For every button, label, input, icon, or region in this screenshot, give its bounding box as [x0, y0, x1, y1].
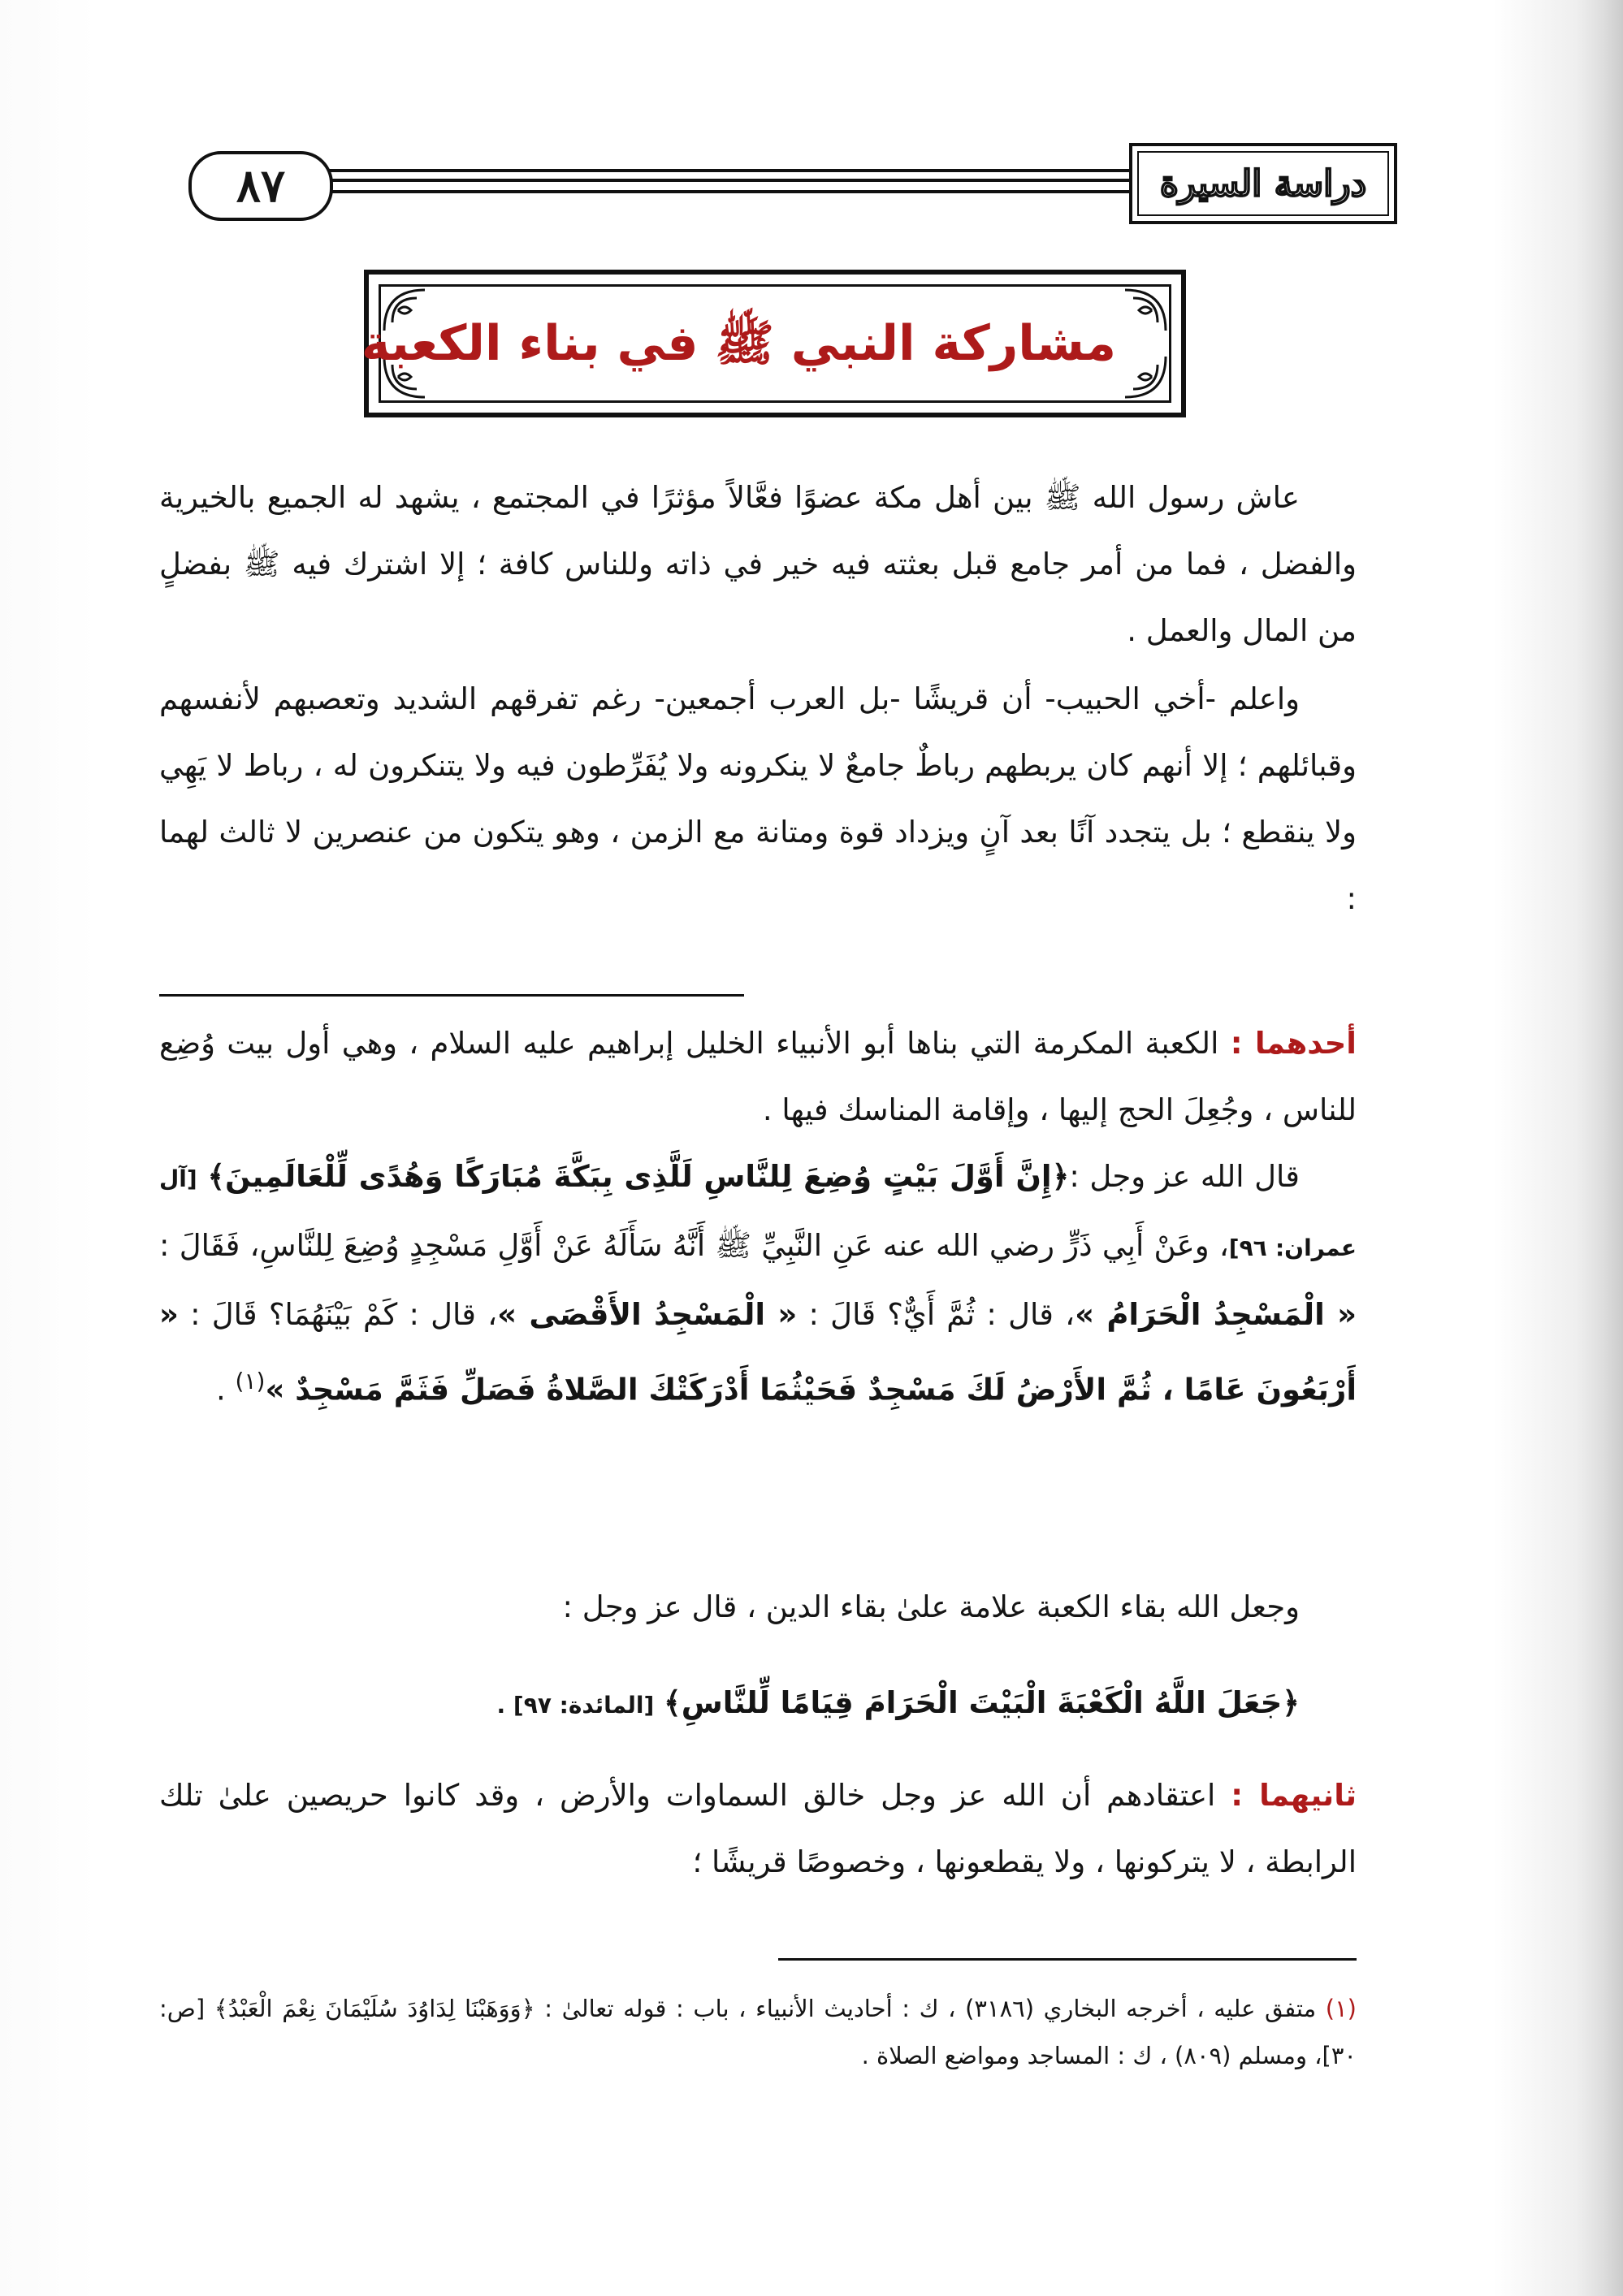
paragraph-second-element: [159, 1762, 1357, 1896]
paragraph-bond: واعلم -أخي الحبيب- أن قريشًا -بل العرب أجمعين- رغم تفرقهم الشديد وتعصبهم لأنفسهم وقبائلهم ؛ إلا أنهم كان يربطهم رباطٌ جامعٌ لا ينكرونه ولا يُفَرِّطون فيه ولا يتنكرون له ، رباط لا يَهِي ولا ينقطع ؛ بل يتجدد آنًا بعد آنٍ ويزداد قوة ومتانة مع الزمن ، وهو يتكون من عنصرين لا ثالث لهما :: [159, 681, 1357, 916]
page-header: [162, 136, 1397, 234]
paragraph-verse-maidah: [159, 1670, 1357, 1739]
footnote-number: (١): [1325, 1995, 1357, 2022]
hadith-question-3: ، قال : كَمْ بَيْنَهُمَا؟ قَالَ :: [190, 1297, 498, 1332]
hadith-question-2: ، قال : ثُمَّ أَيٌّ؟ قَالَ :: [808, 1297, 1076, 1332]
hadith-answer-3: « أَرْبَعُونَ عَامًا ، ثُمَّ الأَرْضُ لَكَ مَسْجِدٌ فَحَيْثُمَا أَدْرَكَتْكَ الصَّلاةُ فَصَلِّ فَثَمَّ مَسْجِدٌ »: [159, 1297, 1357, 1407]
hadith-answer-2: « الْمَسْجِدُ الأَقْصَى »: [497, 1297, 798, 1332]
label-first: أحدهما :: [1230, 1026, 1357, 1061]
footnote: [159, 1985, 1357, 2079]
chapter-title-frame: [361, 270, 1186, 417]
underline: [159, 994, 744, 997]
ornament-corner-icon: [1121, 286, 1170, 335]
page-number: ٨٧: [188, 151, 333, 221]
hadith-answer-1: « الْمَسْجِدُ الْحَرَامُ »: [1075, 1297, 1357, 1332]
paragraph-intro: عاش رسول الله ﷺ بين أهل مكة عضوًا فعَّالاً مؤثرًا في المجتمع ، يشهد له الجميع بالخيرية والفضل ، فما من أمر جامع قبل بعثته فيه خير في ذاته وللناس كافة ؛ إلا اشترك فيه ﷺ بفضلٍ من المال والعمل .: [159, 480, 1357, 648]
first-element-text: الكعبة المكرمة التي بناها أبو الأنبياء الخليل إبراهيم عليه السلام ، وهي أول بيت وُضِع للناس ، وجُعِلَ الحج إليها ، وإقامة المناسك فيها .: [159, 1026, 1357, 1127]
paragraph-kaaba-sign: وجعل الله بقاء الكعبة علامة علىٰ بقاء الدين ، قال عز وجل :: [562, 1589, 1300, 1624]
logo-text: دراسة السيرة: [1159, 162, 1367, 205]
page-edge-shadow: [1576, 0, 1623, 2296]
hadith-intro: ، وعَنْ أَبِي ذَرٍّ رضي الله عنه عَنِ النَّبِيِّ ﷺ أَنَّهُ سَأَلَهُ عَنْ أَوَّلِ مَسْجِدٍ وُضِعَ لِلنَّاسِ، فَقَالَ :: [159, 1228, 1229, 1263]
paragraph-quran-hadith: قال الله عز وجل :﴿إِنَّ أَوَّلَ بَيْتٍ وُضِعَ لِلنَّاسِ لَلَّذِى بِبَكَّةَ مُبَارَكًا وَهُدًى لِّلْعَالَمِينَ﴾ [آل عمران: ٩٦]، وعَنْ أَبِي ذَرٍّ رضي الله عنه عَنِ النَّبِيِّ ﷺ أَنَّهُ سَأَلَهُ عَنْ أَوَّلِ مَسْجِدٍ وُضِعَ لِلنَّاسِ، فَقَالَ : « الْمَسْجِدُ الْحَرَامُ »، قال : ثُمَّ أَيٌّ؟ قَالَ : « الْمَسْجِدُ الأَقْصَى »، قال : كَمْ بَيْنَهُمَا؟ قَالَ : « أَرْبَعُونَ عَامًا ، ثُمَّ الأَرْضُ لَكَ مَسْجِدٌ فَحَيْثُمَا أَدْرَكَتْكَ الصَّلاةُ فَصَلِّ فَثَمَّ مَسْجِدٌ »$^{(١)}$ .: [159, 1159, 1357, 1407]
ornament-corner-icon: [1121, 352, 1170, 401]
footnote-text: متفق عليه ، أخرجه البخاري (٣١٨٦) ، ك : أحاديث الأنبياء ، باب : قوله تعالىٰ : ﴿وَوَهَبْنَا لِدَاوُدَ سُلَيْمَانَ نِعْمَ الْعَبْدُ﴾ [ص: ٣٠]، ومسلم (٨٠٩) ، ك : المساجد ومواضع الصلاة .: [159, 1995, 1357, 2069]
header-rule: [329, 179, 1129, 182]
quran-verse: ﴿إِنَّ أَوَّلَ بَيْتٍ وُضِعَ لِلنَّاسِ لَلَّذِى بِبَكَّةَ مُبَارَكًا وَهُدًى لِّلْعَالَمِينَ﴾: [207, 1159, 1070, 1194]
quran-verse-maidah: ﴿جَعَلَ اللَّهُ الْكَعْبَةَ الْبَيْتَ الْحَرَامَ قِيَامًا لِّلنَّاسِ﴾: [664, 1685, 1300, 1720]
paragraph-first-element: [159, 1010, 1357, 1144]
header-rule: [329, 169, 1129, 172]
book-logo: [1129, 143, 1397, 224]
header-rule: [329, 190, 1129, 193]
footnote-separator: [778, 1958, 1357, 1961]
footnote-marker: (١): [235, 1368, 266, 1394]
second-element-text: اعتقادهم أن الله عز وجل خالق السماوات والأرض ، وقد كانوا حريصين علىٰ تلك الرابطة ، لا يتركونها ، ولا يقطعونها ، وخصوصًا قريشًا ؛: [159, 1778, 1357, 1879]
quote-intro: قال الله عز وجل :: [1069, 1159, 1300, 1194]
label-second: ثانيهما :: [1231, 1778, 1357, 1813]
verse-reference-maidah: [المائدة: ٩٧] .: [496, 1692, 655, 1719]
chapter-title: مشاركة النبي ﷺ في بناء الكعبة: [361, 315, 1116, 372]
verse-reference: [آل عمران: ٩٦]: [159, 1165, 1357, 1261]
